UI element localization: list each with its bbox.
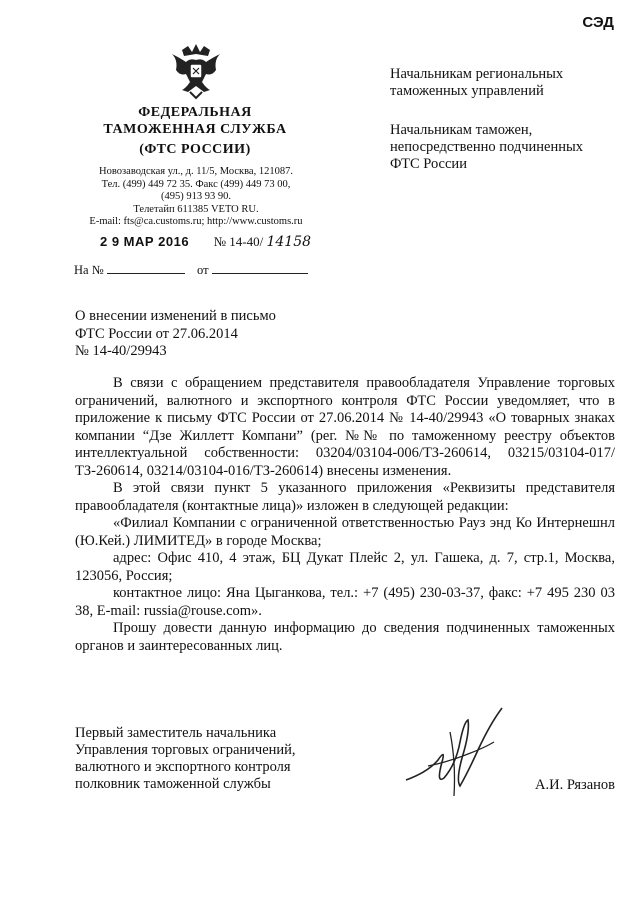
org-name-line-2: ТАМОЖЕННАЯ СЛУЖБА <box>103 122 287 137</box>
phone-line: (495) 913 93 90. <box>161 191 231 202</box>
address-line: Новозаводская ул., д. 11/5, Москва, 121087. <box>99 166 293 177</box>
registration-line <box>100 234 311 250</box>
body-paragraph: В связи с обращением представителя правообладателя Управление торговых ограничений, валютного и экспортного контроля ФТС России уведомляет, что в приложение к письму ФТС России от 27.06.2014 № 14-40/29943 «О товарных знаках компании “Дзе Жиллетт Компани” (рег. №№ по таможенному реестру объектов интеллектуальной собственности: 03204/03104-006/ТЗ-260614, 03215/03104-017/ТЗ-260614, 03214/03104-016/ТЗ-260614) внесены изменения. <box>75 375 615 479</box>
teletype-line: Телетайп 611385 VETO RU. <box>133 203 259 215</box>
body-paragraph: «Филиал Компании с ограниченной ответственностью Рауз энд Ко Интернешнл (Ю.Кей.) ЛИМИТЕД» в городе Москва; <box>75 515 615 549</box>
recipient-regional-customs: Начальникам региональных таможенных управлений <box>390 66 564 99</box>
registration-number-handwritten: 14158 <box>266 234 312 250</box>
signer-name: А.И. Рязанов <box>535 777 616 793</box>
email-line: E-mail: fts@ca.customs.ru; http://www.customs.ru <box>89 216 303 227</box>
registration-prefix: № 14-40/ <box>213 234 264 249</box>
coat-of-arms-emblem <box>168 40 224 100</box>
sed-marking: СЭД <box>582 14 614 31</box>
org-name-line-1: ФЕДЕРАЛЬНАЯ <box>138 105 252 120</box>
reference-line <box>74 262 308 278</box>
reference-date-label: от <box>197 263 209 277</box>
recipient-customs-houses: Начальникам таможен, непосредственно подчиненных ФТС России <box>390 122 583 172</box>
org-name-line-3: (ФТС РОССИИ) <box>139 142 251 157</box>
handwritten-signature <box>398 702 508 802</box>
phone-line: Тел. (499) 449 72 35. Факс (499) 449 73 00, <box>101 178 291 190</box>
reference-date-blank <box>212 262 308 274</box>
registration-date-stamp: 2 9 МАР 2016 <box>100 234 190 249</box>
letter-body <box>75 375 615 655</box>
org-address-block <box>72 166 320 229</box>
body-paragraph: Прошу довести данную информацию до сведения подчиненных таможенных органов и заинтересованных лиц. <box>75 620 615 654</box>
reference-number-blank <box>107 262 185 274</box>
body-paragraph: В этой связи пункт 5 указанного приложения «Реквизиты представителя правообладателя (контактные лица)» изложен в следующей редакции: <box>75 480 615 514</box>
letter-subject: О внесении изменений в письмо ФТС России от 27.06.2014 № 14-40/29943 <box>75 308 276 359</box>
body-paragraph: адрес: Офис 410, 4 этаж, БЦ Дукат Плейс 2, ул. Гашека, д. 7, стр.1, Москва, 123056, Россия; <box>75 550 615 584</box>
body-paragraph: контактное лицо: Яна Цыганкова, тел.: +7 (495) 230-03-37, факс: +7 495 230 03 38, E-mail: russia@rouse.com». <box>75 585 615 619</box>
reference-number-label: На № <box>74 263 104 277</box>
signer-position: Первый заместитель начальника Управления торговых ограничений, валютного и экспортного контроля полковник таможенной службы <box>75 725 296 792</box>
